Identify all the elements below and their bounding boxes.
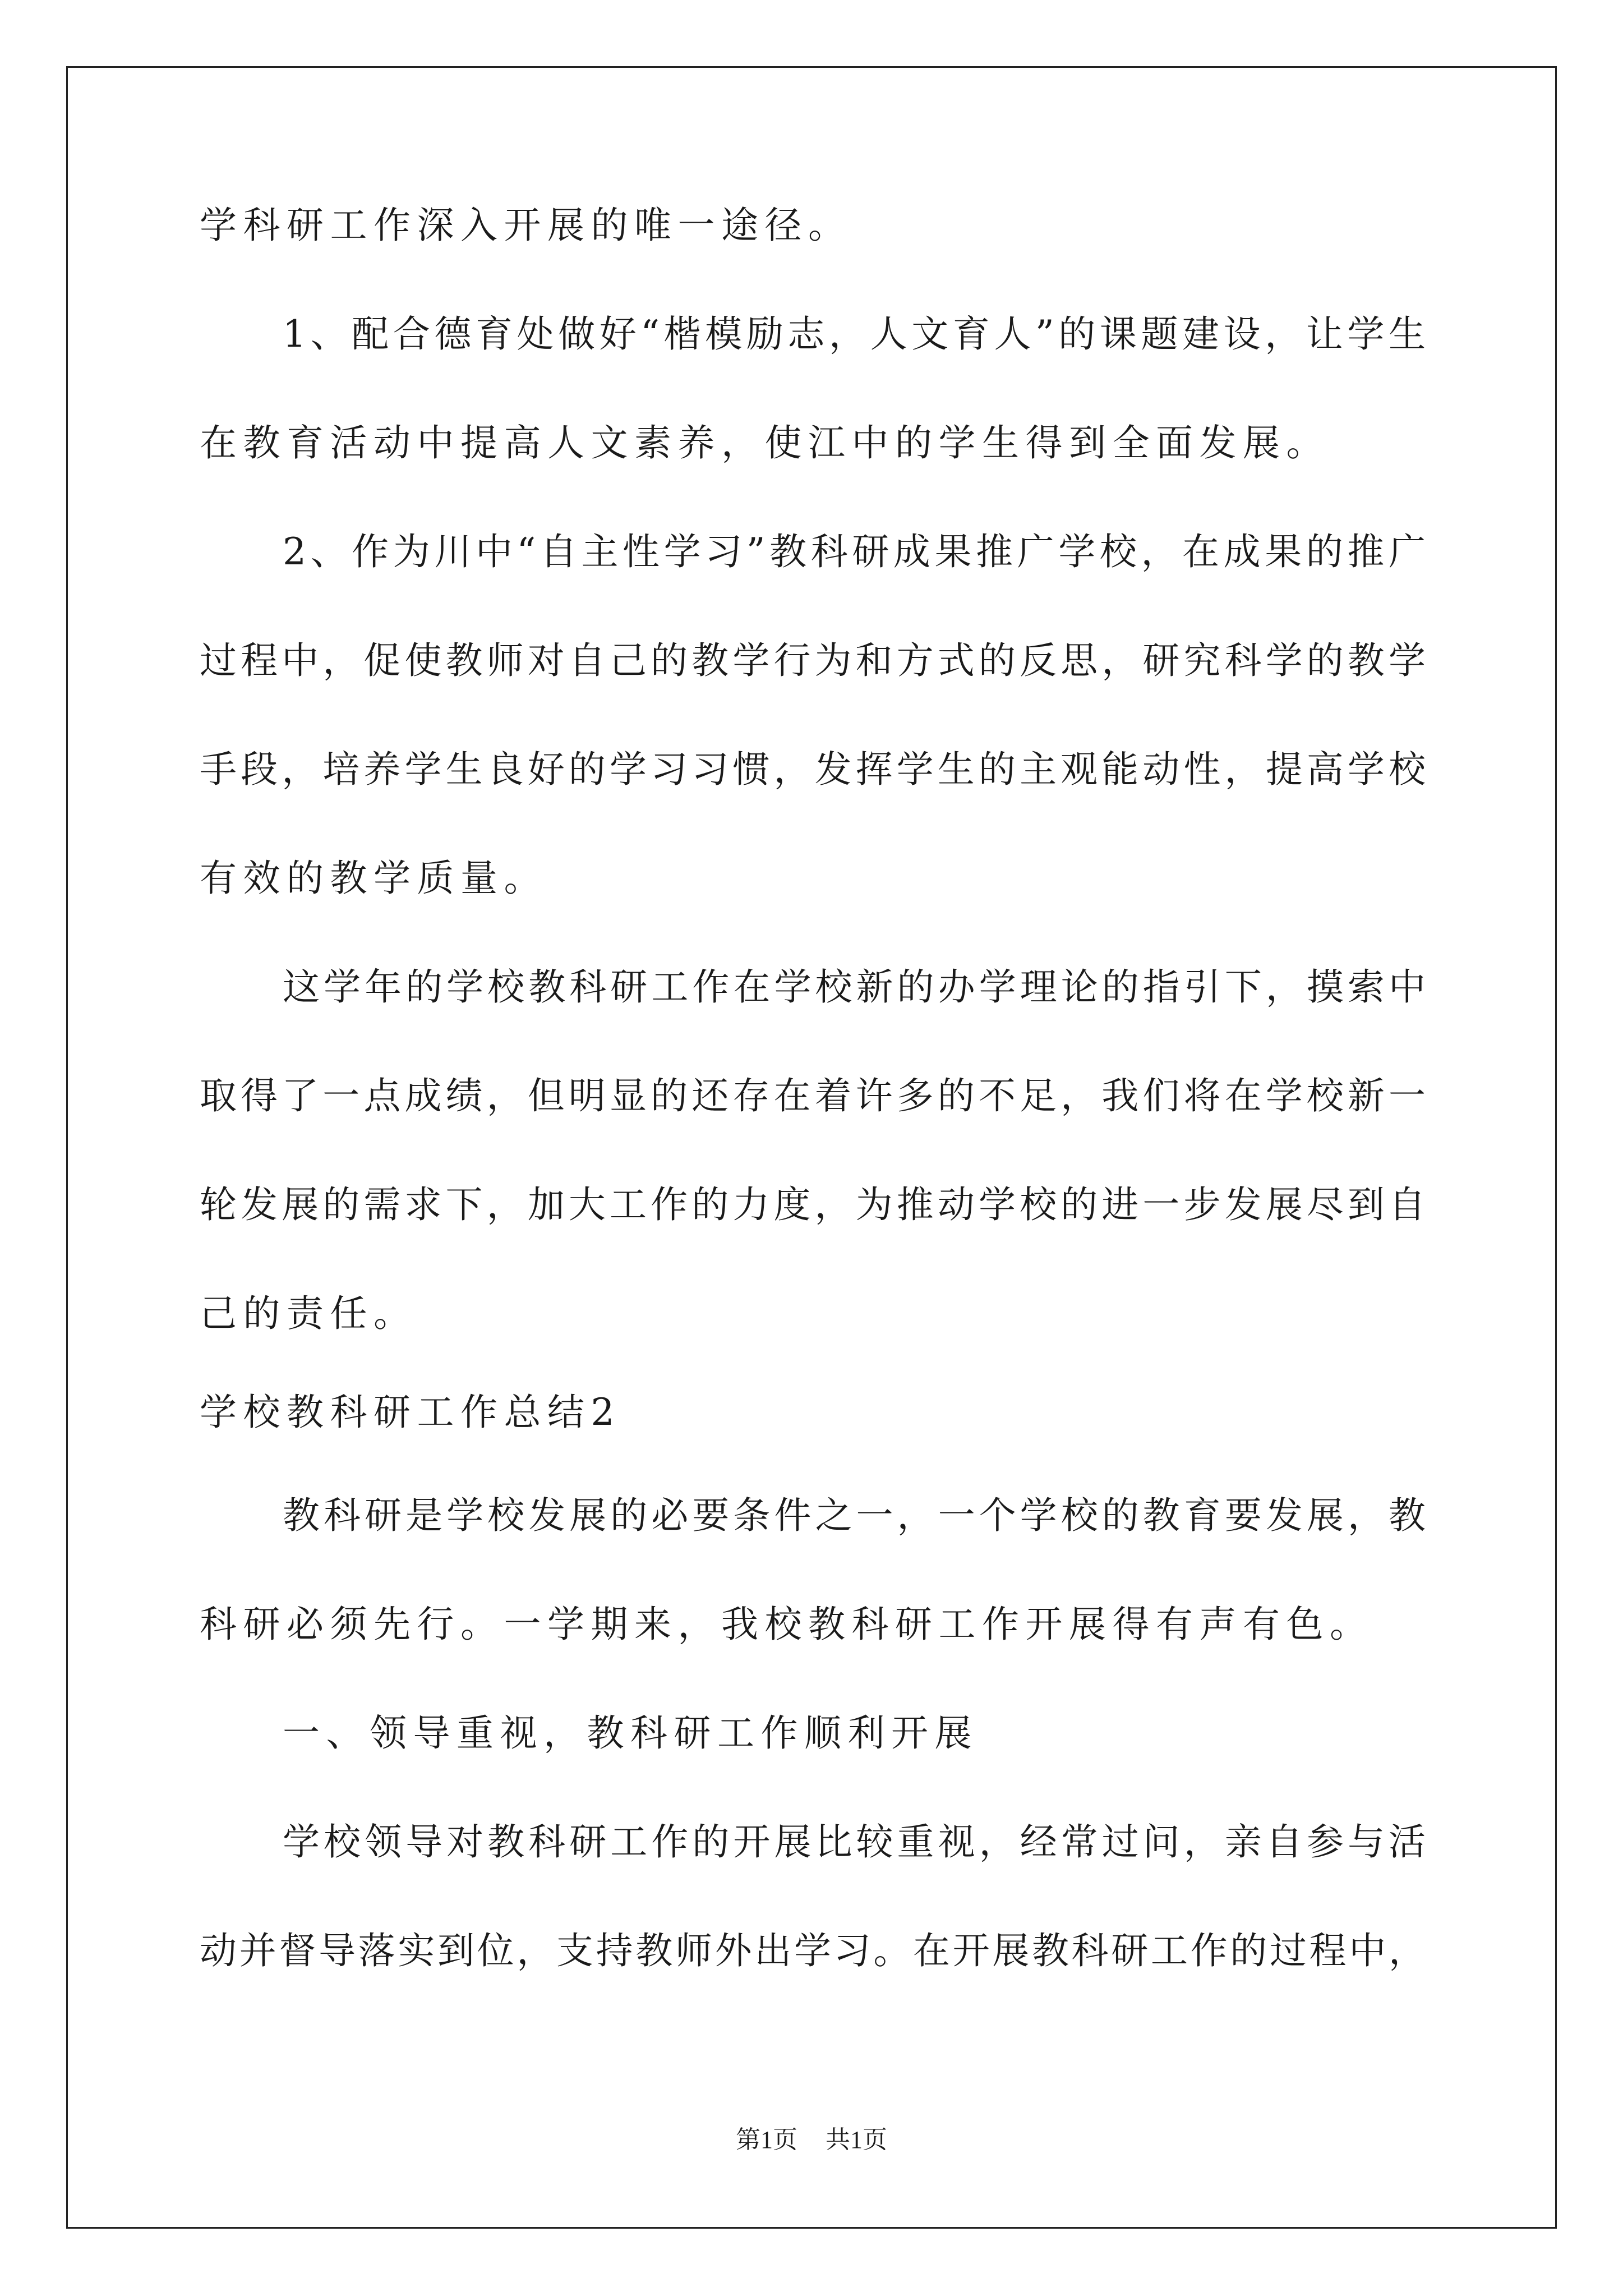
text-line: 动并督导落实到位，支持教师外出学习。在开展教科研工作的过程中， <box>200 1929 1426 1972</box>
text-line: 科研必须先行。一学期来，我校教科研工作开展得有声有色。 <box>200 1603 1373 1646</box>
text-line: 轮发展的需求下，加大工作的力度，为推动学校的进一步发展尽到自 <box>200 1183 1426 1226</box>
text-line: 手段，培养学生良好的学习习惯，发挥学生的主观能动性，提高学校 <box>200 748 1426 791</box>
text-line: 有效的教学质量。 <box>200 857 547 900</box>
text-line: 2、作为川中“自主性学习”教科研成果推广学校，在成果的推广 <box>283 530 1426 573</box>
text-line: 学科研工作深入开展的唯一途径。 <box>200 204 852 247</box>
text-line: 在教育活动中提高人文素养，使江中的学生得到全面发展。 <box>200 421 1330 464</box>
page-footer <box>0 2126 1623 2154</box>
text-line: 己的责任。 <box>200 1292 417 1335</box>
text-line: 这学年的学校教科研工作在学校新的办学理论的指引下，摸索中 <box>283 965 1426 1009</box>
page-total: 共1页 <box>826 2126 887 2154</box>
page-number: 第1页 <box>736 2126 797 2154</box>
section-heading: 学校教科研工作总结2 <box>200 1391 621 1434</box>
text-line: 学校领导对教科研工作的开展比较重视，经常过问，亲自参与活 <box>283 1820 1426 1864</box>
page-border <box>66 66 1557 2229</box>
subsection-heading: 一、领导重视，教科研工作顺利开展 <box>283 1711 978 1755</box>
text-line: 取得了一点成绩，但明显的还存在着许多的不足，我们将在学校新一 <box>200 1074 1426 1117</box>
text-line: 教科研是学校发展的必要条件之一，一个学校的教育要发展，教 <box>283 1494 1426 1537</box>
text-line: 1、配合德育处做好“楷模励志，人文育人”的课题建设，让学生 <box>283 312 1426 356</box>
text-line: 过程中，促使教师对自己的教学行为和方式的反思，研究科学的教学 <box>200 639 1426 682</box>
